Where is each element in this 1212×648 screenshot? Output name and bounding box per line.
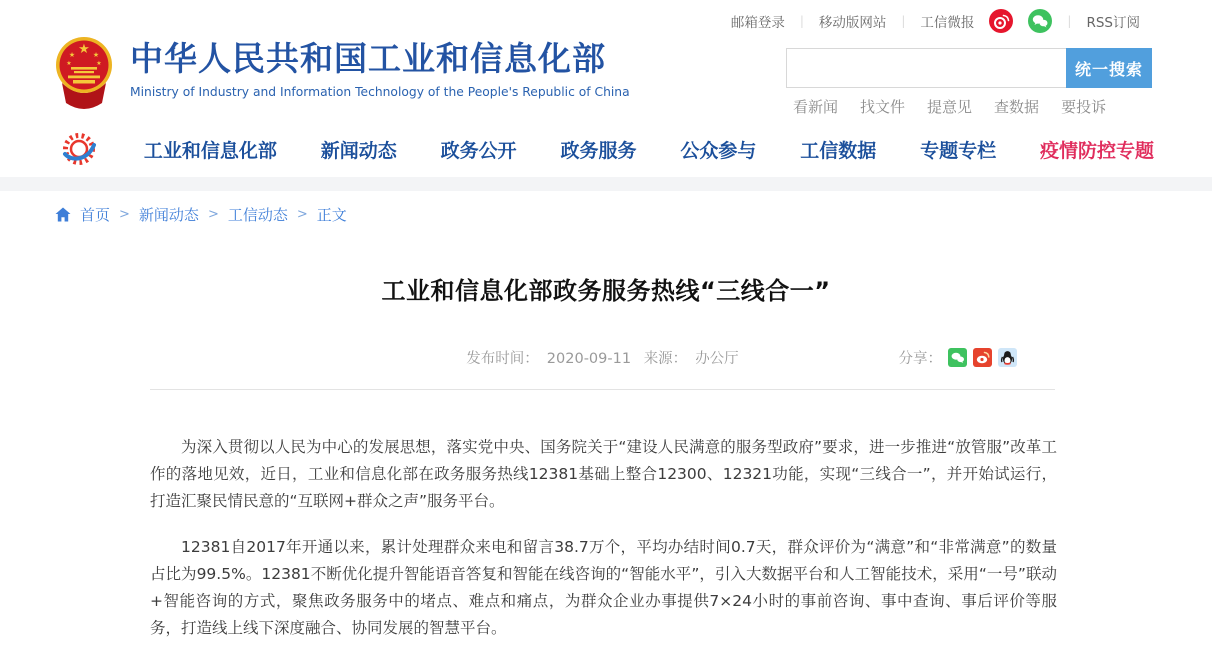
rss-link[interactable]: RSS订阅 xyxy=(1086,15,1140,31)
gongxin-weibo-link[interactable]: 工信微报 xyxy=(920,15,975,31)
quick-link-complaint[interactable]: 要投诉 xyxy=(1061,98,1107,116)
nav-item-topics[interactable]: 专题专栏 xyxy=(920,139,997,162)
svg-text:★: ★ xyxy=(68,51,76,59)
top-utility-bar xyxy=(0,0,1212,42)
article-paragraph: 为深入贯彻以人民为中心的发展思想，落实党中央、国务院关于“建设人民满意的服务型政府”要求，进一步推进“放管服”改革工作的落地见效，近日，工业和信息化部在政务服务热线12381基础上整合12300、12321功能，实现“三线合一”，并开始试运行，打造汇聚民情民意的“互联网+群众之声”服务平台。 xyxy=(150,438,1057,510)
nav-item-news[interactable]: 新闻动态 xyxy=(320,139,397,162)
publish-time-value: 2020-09-11 xyxy=(546,351,632,367)
nav-item-gov-service[interactable]: 政务服务 xyxy=(560,139,637,162)
miit-logo-icon xyxy=(58,128,100,170)
article-meta-row xyxy=(150,347,1055,369)
site-subtitle: Ministry of Industry and Information Technology of the People's Republic of China xyxy=(130,84,630,99)
quick-links xyxy=(793,96,1106,117)
topbar-divider: | xyxy=(1067,14,1072,28)
breadcrumb-separator: > xyxy=(119,207,130,222)
svg-text:★: ★ xyxy=(92,51,100,59)
svg-text:★: ★ xyxy=(66,60,72,67)
article-title: 工业和信息化部政务服务热线“三线合一” xyxy=(381,277,831,305)
breadcrumb-news[interactable]: 新闻动态 xyxy=(138,206,199,224)
breadcrumb-gongxin-news[interactable]: 工信动态 xyxy=(227,206,288,224)
weibo-icon[interactable] xyxy=(989,9,1013,33)
source-label: 来源： xyxy=(643,351,688,367)
quick-link-files[interactable]: 找文件 xyxy=(860,98,906,116)
quick-link-suggest[interactable]: 提意见 xyxy=(927,98,973,116)
article-body xyxy=(150,434,1057,648)
home-icon[interactable] xyxy=(55,207,71,222)
quick-link-data[interactable]: 查数据 xyxy=(994,98,1040,116)
svg-text:★: ★ xyxy=(96,60,102,67)
nav-item-data[interactable]: 工信数据 xyxy=(800,139,877,162)
breadcrumb-separator: > xyxy=(207,207,219,222)
nav-item-gov-open[interactable]: 政务公开 xyxy=(440,139,517,162)
topbar-divider: | xyxy=(901,14,906,28)
breadcrumb-current: 正文 xyxy=(316,206,347,224)
nav-item-miit[interactable]: 工业和信息化部 xyxy=(143,139,277,162)
national-emblem xyxy=(54,31,114,113)
source-value: 办公厅 xyxy=(695,351,739,367)
svg-text:★: ★ xyxy=(78,42,90,57)
section-divider-strip xyxy=(0,177,1212,191)
wechat-icon[interactable] xyxy=(1028,9,1052,33)
quick-link-news[interactable]: 看新闻 xyxy=(793,98,839,116)
site-header xyxy=(130,40,630,99)
unified-search-button[interactable]: 统一搜索 xyxy=(1066,48,1152,88)
share-box xyxy=(899,347,1018,368)
topbar-divider: | xyxy=(799,14,804,28)
mail-login-link[interactable]: 邮箱登录 xyxy=(730,15,785,31)
breadcrumb-separator: > xyxy=(296,207,308,222)
breadcrumb xyxy=(55,204,347,225)
publish-time-label: 发布时间： xyxy=(466,351,539,367)
nav-item-epidemic[interactable]: 疫情防控专题 xyxy=(1039,139,1154,162)
share-weibo-icon[interactable] xyxy=(973,348,992,367)
search-input[interactable] xyxy=(786,48,1066,88)
main-nav xyxy=(0,121,1212,177)
breadcrumb-home[interactable]: 首页 xyxy=(80,206,111,224)
mobile-site-link[interactable]: 移动版网站 xyxy=(818,15,887,31)
article-divider xyxy=(150,389,1055,390)
site-title: 中华人民共和国工业和信息化部 xyxy=(130,39,606,78)
share-wechat-icon[interactable] xyxy=(948,348,967,367)
nav-item-participation[interactable]: 公众参与 xyxy=(680,139,757,162)
article-paragraph: 12381自2017年开通以来，累计处理群众来电和留言38.7万个，平均办结时间0.7天，群众评价为“满意”和“非常满意”的数量占比为99.5%。12381不断优化提升智能语音答复和智能在线咨询的“智能水平”，引入大数据平台和人工智能技术，采用“一号”联动+智能咨询的方式，聚焦政务服务中的堵点、难点和痛点，为群众企业办事提供7×24小时的事前咨询、事中查询、事后评价等服务，打造线上线下深度融合、协同发展的智慧平台。 xyxy=(150,538,1057,637)
share-label: 分享： xyxy=(898,351,942,367)
share-qq-icon[interactable] xyxy=(998,348,1017,367)
